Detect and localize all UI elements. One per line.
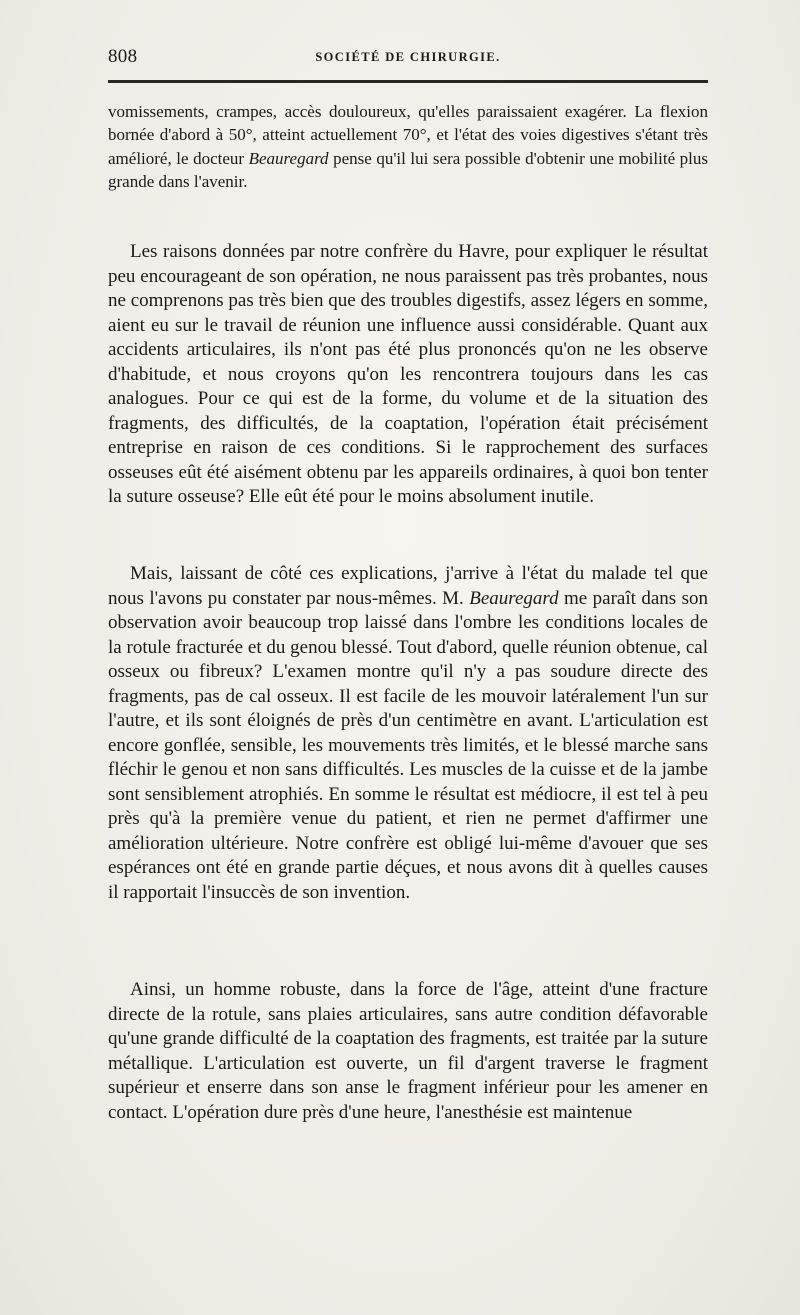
header-rule — [108, 80, 708, 83]
paragraph-text: pense qu'il lui sera possible d'obtenir une mobilité plus grande dans l'avenir. — [108, 148, 708, 191]
paragraph-text: me paraît dans son observation avoir beaucoup trop laissé dans l'ombre les conditions locales de la rotule fracturée et du genou blessé. Tout d'abord, quelle réunion obtenue, cal osseux ou fibreux? L'examen montre qu'il n'y a pas soudure directe des fragments, pas de cal osseux. Il est facile de les mouvoir latéralement l'un sur l'autre, et ils sont éloignés de près d'un centimètre en avant. L'articulation est encore gonflée, sensible, les mouvements très limités, et le blessé marche sans fléchir le genou et non sans difficultés. Les muscles de la cuisse et de la jambe sont sensiblement atrophiés. En somme le résultat est médiocre, il est tel à peu près qu'à la première venue du patient, et rien ne permet d'affirmer une amélioration ultérieure. Notre confrère est obligé lui-même d'avouer que ses espérances ont été en grande partie déçues, et nous avons dit à quelles causes il rapportait l'insuccès de son invention. — [108, 587, 708, 903]
paragraph-raisons — [108, 240, 708, 510]
paragraph-ainsi — [108, 978, 708, 1125]
paragraph-continuation — [108, 100, 708, 193]
italic-name: Beauregard — [469, 587, 559, 609]
running-title: SOCIÉTÉ DE CHIRURGIE. — [315, 50, 501, 64]
page-header — [108, 46, 708, 72]
italic-name: Beauregard — [248, 148, 329, 168]
paragraph-text: vomissements, crampes, accès douloureux, qu'elles paraissaient exagérer. La flexion bornée d'abord à 50°, atteint actuellement 70°, et l'état des voies digestives s'étant très amélioré, le docteur — [108, 102, 708, 168]
paragraph-mais — [108, 562, 708, 905]
paragraph-text: Mais, laissant de côté ces explications, j'arrive à l'état du malade tel que nous l'avons pu constater par nous-mêmes. M. — [108, 563, 708, 609]
page-number: 808 — [108, 46, 138, 67]
paragraph-text: Ainsi, un homme robuste, dans la force de l'âge, atteint d'une fracture directe de la rotule, sans plaies articulaires, sans autre condition défavorable qu'une grande difficulté de la coaptation des fragments, est traitée par la suture métallique. L'articulation est ouverte, un fil d'argent traverse le fragment supérieur et enserre dans son anse le fragment inférieur pour les amener en contact. L'opération dure près d'une heure, l'anesthésie est maintenue — [108, 979, 708, 1123]
paragraph-text: Les raisons données par notre confrère du Havre, pour expliquer le résultat peu encourageant de son opération, ne nous paraissent pas très probantes, nous ne comprenons pas très bien que des troubles digestifs, assez légers en somme, aient eu sur le travail de réunion une influence aussi considérable. Quant aux accidents articulaires, ils n'ont pas été plus prononcés qu'on ne les observe d'habitude, et nous croyons qu'on les rencontrera toujours dans les cas analogues. Pour ce qui est de la forme, du volume et de la situation des fragments, des difficultés, de la coaptation, l'opération était précisément entreprise en raison de ces conditions. Si le rapprochement des surfaces osseuses eût été aisément obtenu par les appareils ordinaires, à quoi bon tenter la suture osseuse? Elle eût été pour le moins absolument inutile. — [108, 241, 708, 507]
